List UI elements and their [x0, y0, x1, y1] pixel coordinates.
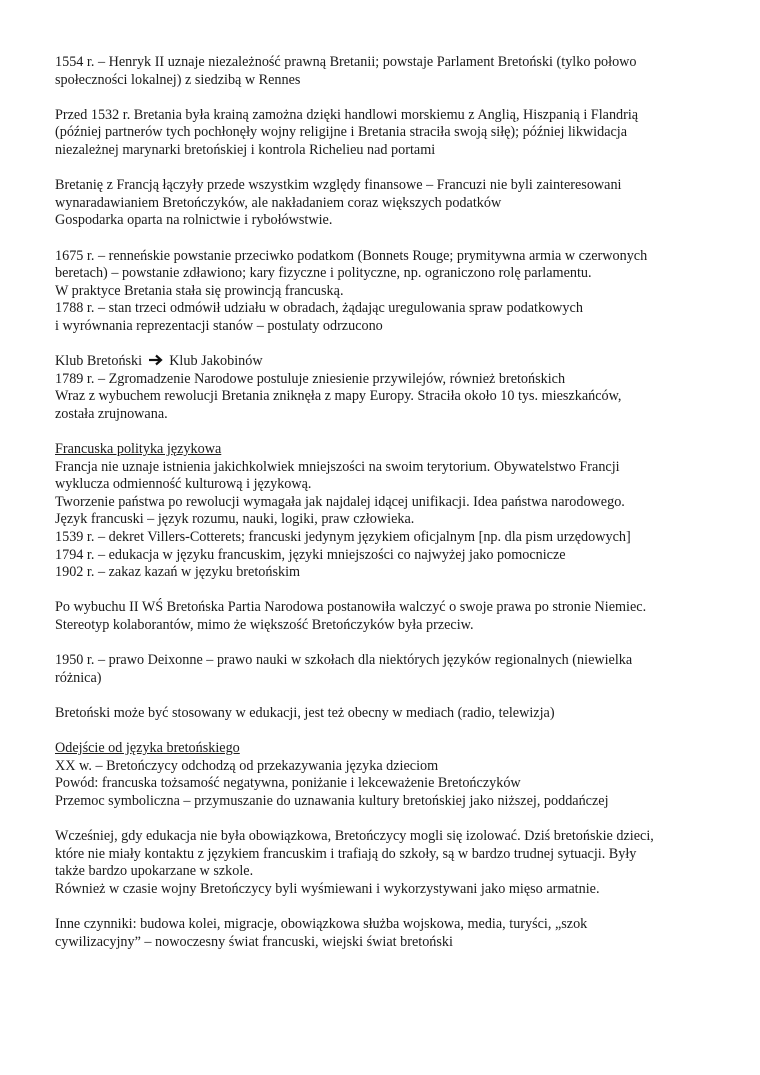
text-line: 1788 r. – stan trzeci odmówił udziału w obradach, żądając uregulowania spraw podatkowych: [55, 300, 583, 317]
text-line: Wcześniej, gdy edukacja nie była obowiązkowa, Bretończycy mogli się izolować. Dziś bretońskie dzieci,: [55, 828, 654, 845]
paragraph-ww2: [55, 599, 715, 634]
text-line: beretach) – powstanie zdławiono; kary fizyczne i polityczne, np. ograniczono rolę parlamentu.: [55, 265, 592, 282]
text-line: (później partnerów tych pochłonęły wojny religijne i Bretania straciła swoją siłę); później likwidacja: [55, 124, 628, 141]
paragraph-uprising: [55, 248, 715, 336]
text-line: Stereotyp kolaborantów, mimo że większość Bretończyków była przeciw.: [55, 617, 474, 633]
text-line: 1902 r. – zakaz kazań w języku bretońskim: [55, 564, 301, 581]
section-heading: Francuska polityka językowa: [55, 441, 222, 458]
section-language-policy: [55, 441, 715, 582]
text-line: Inne czynniki: budowa kolei, migracje, obowiązkowa służba wojskowa, media, turyści, „szok: [55, 916, 588, 933]
text-line: 1675 r. – renneńskie powstanie przeciwko podatkom (Bonnets Rouge; prymitywna armia w czerwonych: [55, 247, 648, 264]
section-heading: Odejście od języka bretońskiego: [55, 740, 240, 757]
arrow-right-icon: [148, 354, 164, 366]
text-line: Tworzenie państwa po rewolucji wymagała jak najdalej idącej unifikacji. Idea państwa narodowego.: [55, 493, 625, 510]
text-line: Francja nie uznaje istnienia jakichkolwiek mniejszości na swoim terytorium. Obywatelstwo Francji: [55, 458, 620, 475]
club-jacobin-label: Klub Jakobinów: [169, 353, 263, 370]
text-line: Bretoński może być stosowany w edukacji, jest też obecny w mediach (radio, telewizja): [55, 704, 555, 721]
text-line: Przemoc symboliczna – przymuszanie do uznawania kultury bretońskiej jako niższej, poddańczej: [55, 792, 609, 809]
text-line: cywilizacyjny” – nowoczesny świat francuski, wiejski świat bretoński: [55, 933, 453, 950]
club-breton-label: Klub Bretoński: [55, 353, 143, 370]
text-line: XX w. – Bretończycy odchodzą od przekazywania języka dzieciom: [55, 757, 439, 774]
section-language-decline: [55, 740, 715, 810]
text-line: społeczności lokalnej) z siedzibą w Rennes: [55, 71, 301, 88]
paragraph-trade: [55, 107, 715, 160]
paragraph-finance: [55, 177, 715, 230]
paragraph-parliament: [55, 54, 715, 89]
club-line: [55, 353, 715, 371]
text-line: Wraz z wybuchem rewolucji Bretania zniknęła z mapy Europy. Straciła około 10 tys. mieszkańców,: [55, 388, 622, 405]
text-line: Przed 1532 r. Bretania była krainą zamożna dzięki handlowi morskiemu z Anglią, Hiszpanią i Flandrią: [55, 106, 639, 123]
text-line: Powód: francuska tożsamość negatywna, poniżanie i lekceważenie Bretończyków: [55, 775, 521, 792]
text-line: 1950 r. – prawo Deixonne – prawo nauki w szkołach dla niektórych języków regionalnych (niewielka: [55, 652, 633, 669]
text-line: Język francuski – język rozumu, nauki, logiki, praw człowieka.: [55, 511, 415, 528]
text-line: niezależnej marynarki bretońskiej i kontrola Richelieu nad portami: [55, 141, 436, 158]
paragraph-school: [55, 828, 715, 898]
text-line: Po wybuchu II WŚ Bretońska Partia Narodowa postanowiła walczyć o swoje prawa po stronie Niemiec.: [55, 599, 647, 616]
paragraph-education-media: [55, 705, 715, 723]
paragraph-other-factors: [55, 916, 715, 951]
text-line: Gospodarka oparta na rolnictwie i rybołówstwie.: [55, 212, 333, 229]
text-line: 1789 r. – Zgromadzenie Narodowe postuluje zniesienie przywilejów, również bretońskich: [55, 370, 566, 387]
text-line: wynaradawianiem Bretończyków, ale nakładaniem coraz większych podatków: [55, 194, 502, 211]
paragraph-revolution: [55, 353, 715, 423]
text-line: Również w czasie wojny Bretończycy byli wyśmiewani i wykorzystywani jako mięso armatnie.: [55, 880, 600, 897]
text-line: 1554 r. – Henryk II uznaje niezależność prawną Bretanii; powstaje Parlament Bretoński (tylko połowo: [55, 54, 637, 70]
text-line: wyklucza odmienność kulturową i językową.: [55, 476, 312, 493]
paragraph-deixonne: [55, 652, 715, 687]
text-line: Bretanię z Francją łączyły przede wszystkim względy finansowe – Francuzi nie byli zainteresowani: [55, 177, 622, 194]
text-line: i wyrównania reprezentacji stanów – postulaty odrzucono: [55, 317, 383, 334]
text-line: została zrujnowana.: [55, 405, 168, 422]
text-line: różnica): [55, 669, 102, 686]
text-line: 1794 r. – edukacja w języku francuskim, języki mniejszości co najwyżej jako pomocnicze: [55, 546, 566, 563]
text-line: także bardzo upokarzane w szkole.: [55, 863, 254, 880]
text-line: które nie miały kontaktu z językiem francuskim i trafiają do szkoły, są w bardzo trudnej sytuacji. Były: [55, 845, 637, 862]
document-page: [55, 54, 715, 951]
text-line: W praktyce Bretania stała się prowincją francuską.: [55, 282, 344, 299]
text-line: 1539 r. – dekret Villers-Cotterets; francuski jedynym językiem oficjalnym [np. dla pism urzędowych]: [55, 529, 631, 546]
